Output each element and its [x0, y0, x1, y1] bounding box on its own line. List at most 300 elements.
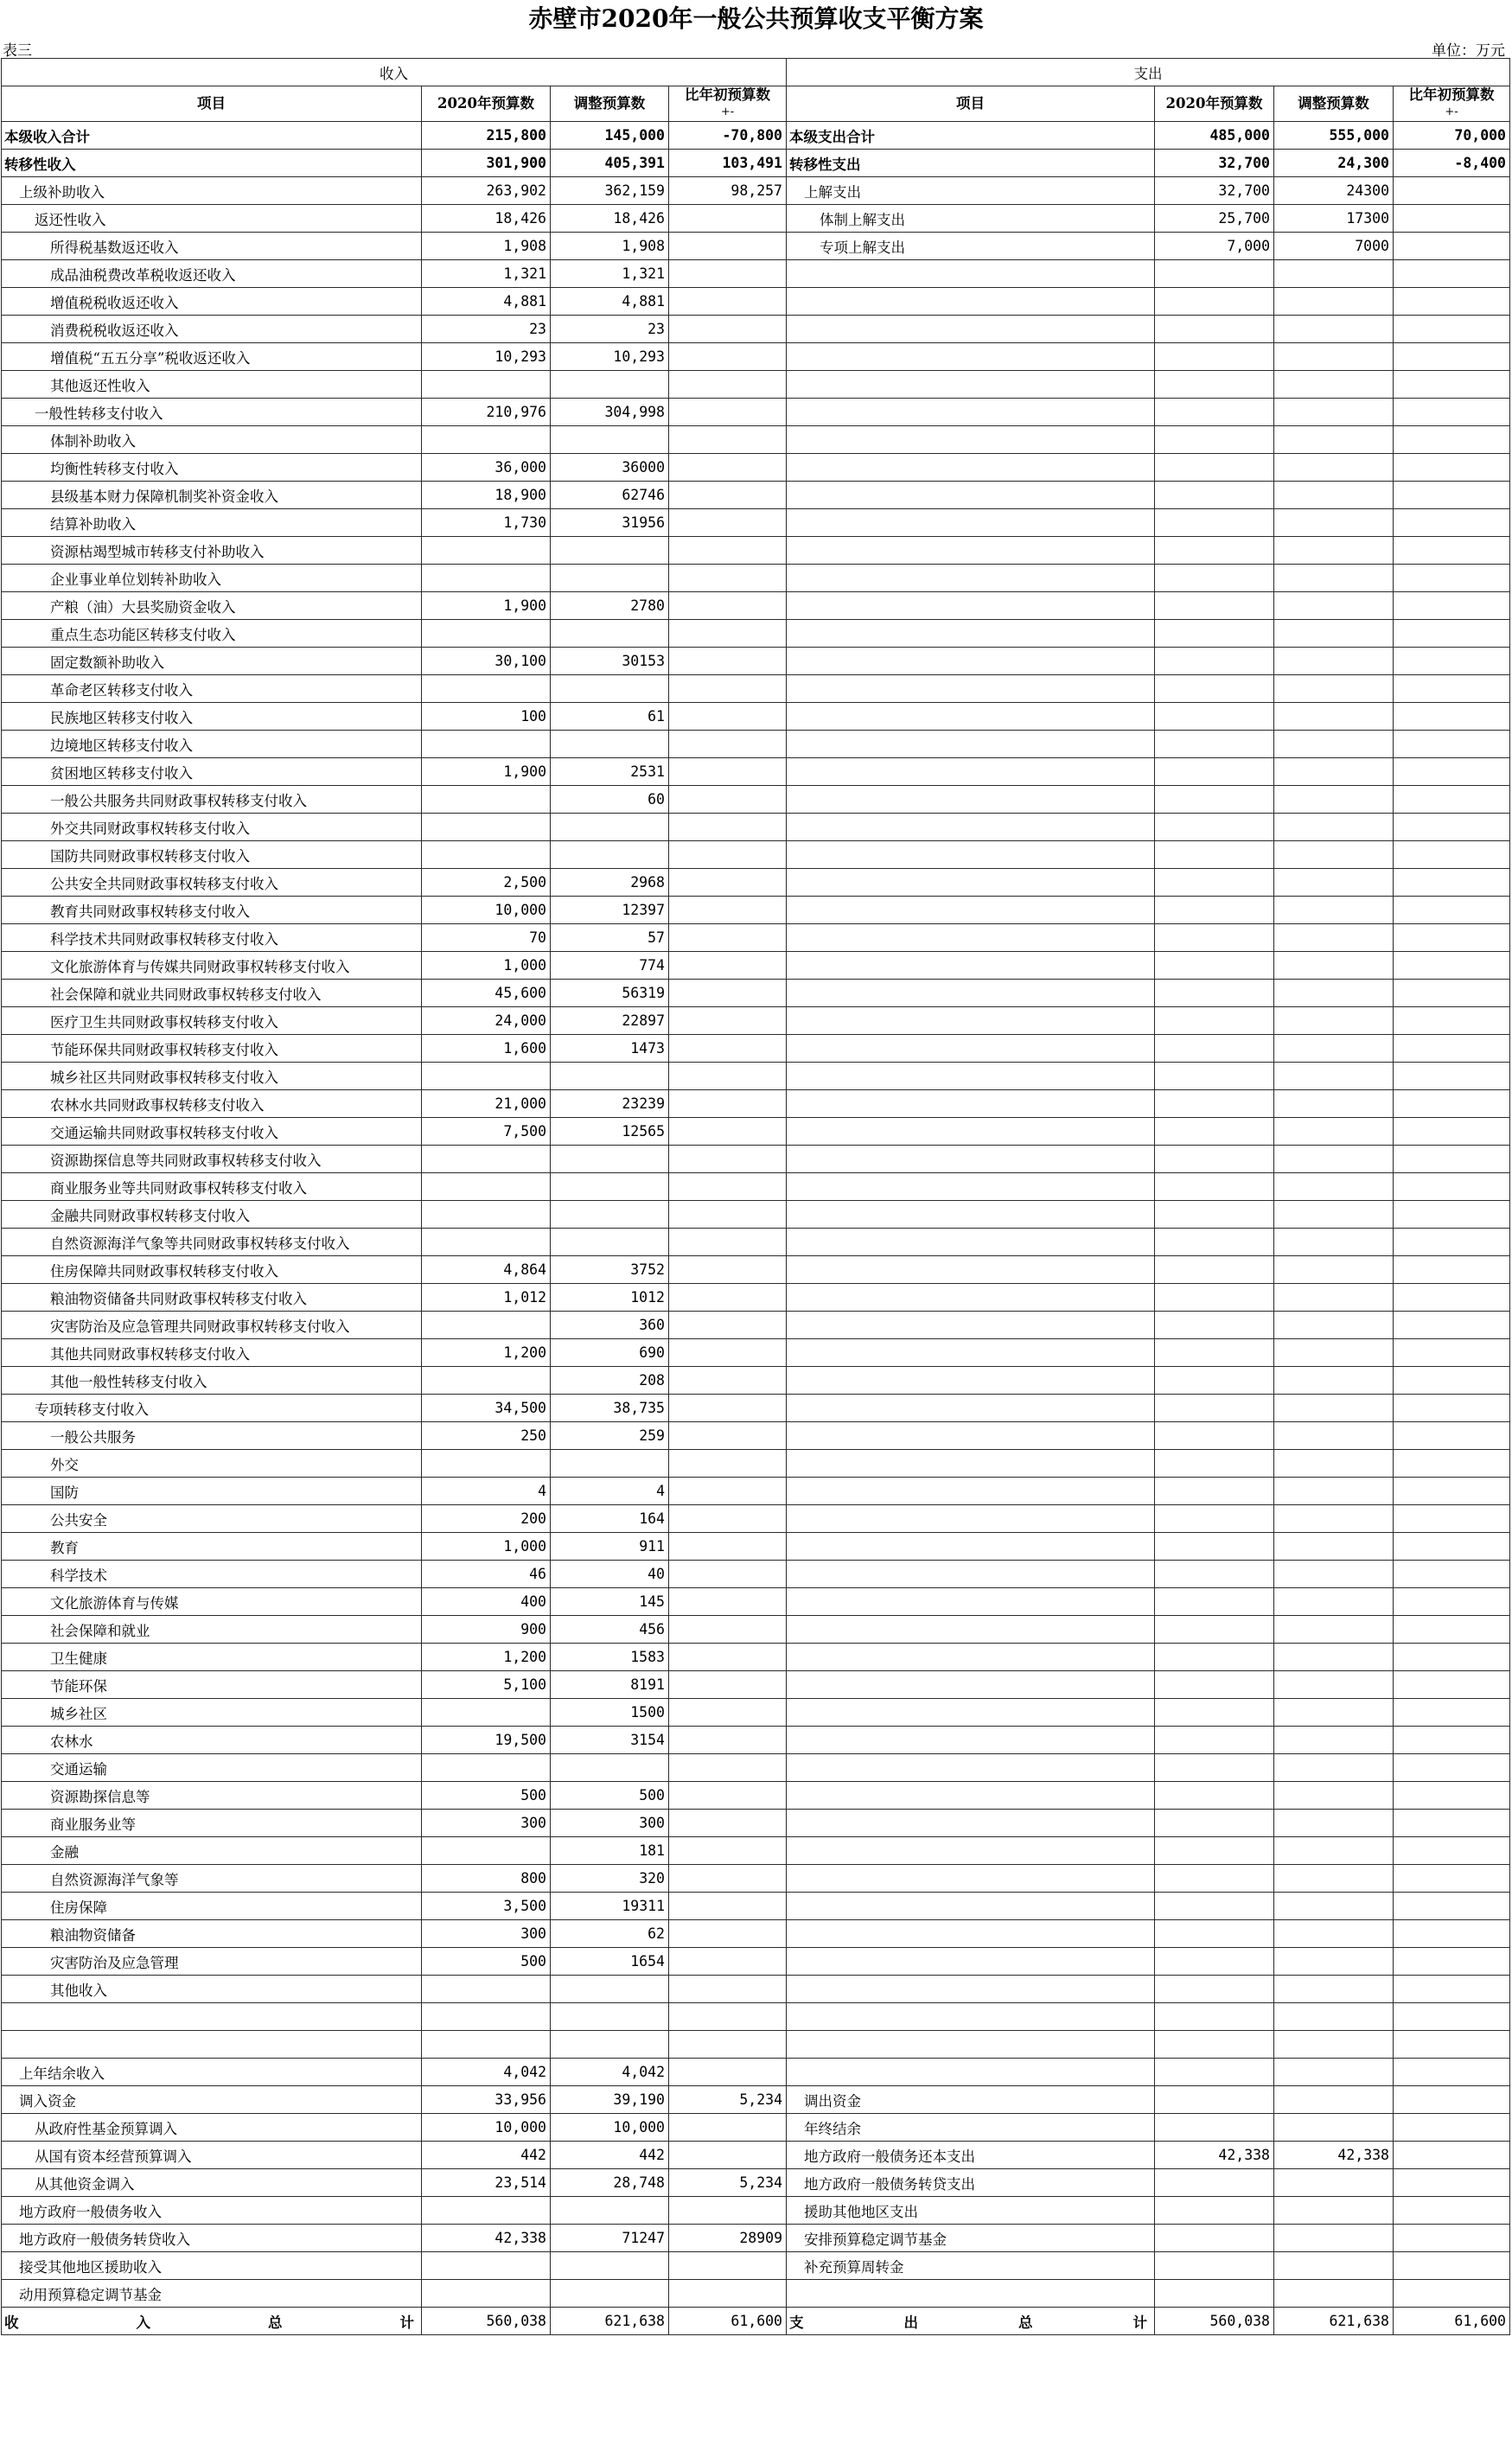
expense-value-cell: [1274, 426, 1394, 454]
expense-item-cell: [787, 1339, 1155, 1367]
income-value-cell: 23: [551, 316, 669, 343]
table-row: [2, 620, 1510, 648]
income-value-cell: 690: [551, 1339, 669, 1367]
expense-item-cell: [787, 703, 1155, 731]
income-value-cell: 18,900: [422, 482, 551, 509]
income-value-cell: [669, 1450, 787, 1478]
expense-value-cell: [1394, 509, 1510, 537]
table-row: [2, 1007, 1510, 1035]
income-value-cell: [669, 1035, 787, 1063]
income-value-cell: [551, 565, 669, 592]
income-value-cell: [669, 1699, 787, 1727]
income-value-cell: [422, 1837, 551, 1865]
income-value-cell: 40: [551, 1561, 669, 1588]
income-diff-header-sign: +-: [720, 105, 735, 118]
expense-value-cell: [1155, 2169, 1274, 2197]
expense-value-cell: [1155, 1616, 1274, 1644]
expense-item-cell: [787, 1616, 1155, 1644]
income-value-cell: 300: [422, 1920, 551, 1948]
income-value-cell: [669, 1063, 787, 1090]
expense-item-cell: [787, 1505, 1155, 1533]
expense-item-cell: [787, 758, 1155, 786]
expense-value-cell: [1394, 980, 1510, 1007]
income-value-cell: 12565: [551, 1118, 669, 1146]
income-value-cell: 62: [551, 1920, 669, 1948]
expense-value-cell: [1394, 1395, 1510, 1422]
income-value-cell: [669, 1976, 787, 2003]
expense-value-cell: [1394, 1616, 1510, 1644]
income-value-cell: [551, 2031, 669, 2059]
income-value-cell: [669, 509, 787, 537]
expense-value-cell: [1274, 2280, 1394, 2308]
expense-value-cell: [1274, 1201, 1394, 1229]
income-value-cell: 42,338: [422, 2225, 551, 2252]
expense-value-cell: [1155, 1671, 1274, 1699]
expense-value-cell: [1274, 2169, 1394, 2197]
income-value-cell: 181: [551, 1837, 669, 1865]
expense-total-value: 61,600: [1394, 2308, 1510, 2335]
expense-item-cell: [787, 786, 1155, 814]
income-value-cell: 34,500: [422, 1395, 551, 1422]
expense-item-cell: [787, 1450, 1155, 1478]
expense-value-cell: [1394, 2280, 1510, 2308]
expense-value-cell: [1274, 1920, 1394, 1948]
expense-value-cell: [1274, 869, 1394, 897]
expense-item-cell: [787, 1976, 1155, 2003]
income-value-cell: [422, 1976, 551, 2003]
income-value-cell: 3752: [551, 1256, 669, 1284]
expense-item-cell: [787, 814, 1155, 841]
income-value-cell: [422, 1754, 551, 1782]
income-section-label: 收入: [2, 59, 787, 86]
expense-value-cell: [1394, 897, 1510, 924]
expense-value-cell: [1274, 371, 1394, 399]
expense-value-cell: [1155, 841, 1274, 869]
expense-value-cell: [1155, 1090, 1274, 1118]
income-value-cell: 300: [422, 1810, 551, 1837]
table-row: [2, 952, 1510, 980]
expense-item-cell: [787, 1312, 1155, 1339]
expense-value-cell: [1155, 1450, 1274, 1478]
income-value-cell: [551, 1450, 669, 1478]
income-value-cell: [551, 731, 669, 758]
expense-item-cell: 援助其他地区支出: [787, 2197, 1155, 2225]
income-value-cell: 1,000: [422, 952, 551, 980]
expense-item-cell: [787, 565, 1155, 592]
income-value-cell: [422, 371, 551, 399]
income-item-cell: 农林水共同财政事权转移支付收入: [2, 1090, 422, 1118]
income-item-cell: 消费税税收返还收入: [2, 316, 422, 343]
income-value-cell: 1,200: [422, 1339, 551, 1367]
income-value-cell: [422, 814, 551, 841]
expense-value-cell: [1155, 2252, 1274, 2280]
expense-section-label: 支出: [787, 59, 1510, 86]
expense-value-cell: [1155, 565, 1274, 592]
expense-value-cell: [1394, 1810, 1510, 1837]
expense-item-cell: 体制上解支出: [787, 205, 1155, 233]
expense-value-cell: [1274, 924, 1394, 952]
expense-value-cell: 70,000: [1394, 122, 1510, 150]
income-item-cell: 资源勘探信息等: [2, 1782, 422, 1810]
income-value-cell: 500: [422, 1948, 551, 1976]
expense-value-cell: [1155, 731, 1274, 758]
expense-item-cell: [787, 454, 1155, 482]
expense-value-cell: [1274, 1312, 1394, 1339]
expense-value-cell: [1394, 924, 1510, 952]
expense-item-cell: 地方政府一般债务还本支出: [787, 2142, 1155, 2169]
expense-value-cell: [1155, 537, 1274, 565]
income-item-cell: [2, 2003, 422, 2031]
income-item-cell: 资源枯竭型城市转移支付补助收入: [2, 537, 422, 565]
income-value-cell: 4,864: [422, 1256, 551, 1284]
expense-item-cell: [787, 1256, 1155, 1284]
expense-value-cell: [1274, 1395, 1394, 1422]
expense-value-cell: [1394, 2086, 1510, 2114]
expense-total-char: 支: [789, 2314, 804, 2331]
income-value-cell: 1,900: [422, 592, 551, 620]
expense-value-cell: [1155, 675, 1274, 703]
expense-value-cell: [1394, 1312, 1510, 1339]
expense-value-cell: [1155, 2197, 1274, 2225]
table-row: [2, 1561, 1510, 1588]
table-row: [2, 260, 1510, 288]
expense-value-cell: [1274, 1367, 1394, 1395]
income-value-cell: [669, 648, 787, 675]
table-row: [2, 2142, 1510, 2169]
expense-item-cell: [787, 426, 1155, 454]
income-value-cell: [422, 1063, 551, 1090]
expense-value-cell: 42,338: [1155, 2142, 1274, 2169]
expense-value-cell: [1274, 620, 1394, 648]
income-value-cell: 2968: [551, 869, 669, 897]
table-row: [2, 122, 1510, 150]
expense-value-cell: [1274, 565, 1394, 592]
expense-value-cell: 7000: [1274, 233, 1394, 260]
income-item-cell: 农林水: [2, 1727, 422, 1754]
expense-value-cell: [1394, 1644, 1510, 1671]
income-value-cell: [669, 1561, 787, 1588]
income-value-cell: [551, 675, 669, 703]
expense-value-cell: [1274, 316, 1394, 343]
expense-value-cell: [1394, 1671, 1510, 1699]
expense-value-cell: [1274, 260, 1394, 288]
income-value-cell: 200: [422, 1505, 551, 1533]
expense-item-cell: [787, 648, 1155, 675]
expense-value-cell: [1394, 1007, 1510, 1035]
expense-value-cell: [1274, 288, 1394, 316]
income-value-cell: [669, 1505, 787, 1533]
expense-value-cell: [1274, 1837, 1394, 1865]
expense-value-cell: [1155, 1588, 1274, 1616]
expense-value-cell: [1155, 1201, 1274, 1229]
expense-item-cell: [787, 2031, 1155, 2059]
table-row: [2, 565, 1510, 592]
expense-item-cell: 安排预算稳定调节基金: [787, 2225, 1155, 2252]
table-row: [2, 1118, 1510, 1146]
income-value-cell: [669, 482, 787, 509]
expense-value-cell: [1394, 2114, 1510, 2142]
table-row: [2, 1782, 1510, 1810]
expense-value-cell: [1155, 1976, 1274, 2003]
expense-value-cell: [1274, 1865, 1394, 1893]
income-value-cell: 28,748: [551, 2169, 669, 2197]
income-value-cell: [669, 565, 787, 592]
income-total-char: 计: [399, 2314, 414, 2331]
expense-value-cell: [1274, 1810, 1394, 1837]
table-row: [2, 1893, 1510, 1920]
expense-value-cell: [1394, 288, 1510, 316]
income-value-cell: [422, 1699, 551, 1727]
expense-value-cell: [1394, 2225, 1510, 2252]
expense-value-cell: [1394, 1256, 1510, 1284]
expense-value-cell: [1274, 399, 1394, 426]
expense-value-cell: [1394, 648, 1510, 675]
expense-value-cell: [1155, 1256, 1274, 1284]
expense-value-cell: [1274, 814, 1394, 841]
income-value-cell: 10,000: [551, 2114, 669, 2142]
table-row: [2, 1865, 1510, 1893]
expense-value-cell: [1274, 2086, 1394, 2114]
income-value-cell: [669, 371, 787, 399]
expense-value-cell: [1394, 1173, 1510, 1201]
income-value-cell: [669, 1727, 787, 1754]
expense-value-cell: [1155, 1810, 1274, 1837]
expense-value-cell: [1394, 841, 1510, 869]
expense-item-cell: 年终结余: [787, 2114, 1155, 2142]
expense-value-cell: [1274, 1007, 1394, 1035]
income-item-cell: 调入资金: [2, 2086, 422, 2114]
expense-value-cell: [1394, 426, 1510, 454]
income-value-cell: [669, 1671, 787, 1699]
income-value-cell: 1473: [551, 1035, 669, 1063]
income-item-cell: 灾害防治及应急管理共同财政事权转移支付收入: [2, 1312, 422, 1339]
table-row: [2, 371, 1510, 399]
income-value-cell: [551, 426, 669, 454]
expense-item-cell: [787, 1229, 1155, 1256]
income-item-cell: 金融共同财政事权转移支付收入: [2, 1201, 422, 1229]
expense-value-cell: [1394, 343, 1510, 371]
income-value-cell: 1,908: [551, 233, 669, 260]
expense-value-cell: [1274, 2252, 1394, 2280]
expense-item-cell: 转移性支出: [787, 150, 1155, 177]
expense-value-cell: [1394, 620, 1510, 648]
income-value-cell: [669, 703, 787, 731]
income-value-cell: 3154: [551, 1727, 669, 1754]
income-value-cell: 2,500: [422, 869, 551, 897]
table-row: [2, 537, 1510, 565]
expense-value-cell: [1155, 1699, 1274, 1727]
income-value-cell: 900: [422, 1616, 551, 1644]
expense-value-cell: [1155, 316, 1274, 343]
income-value-cell: 22897: [551, 1007, 669, 1035]
expense-value-cell: [1155, 1173, 1274, 1201]
income-value-cell: 10,000: [422, 897, 551, 924]
expense-value-cell: [1394, 814, 1510, 841]
income-item-cell: 动用预算稳定调节基金: [2, 2280, 422, 2308]
expense-value-cell: [1274, 1063, 1394, 1090]
expense-value-cell: [1155, 1533, 1274, 1561]
income-value-cell: [422, 620, 551, 648]
table-row: [2, 1671, 1510, 1699]
expense-item-cell: [787, 1090, 1155, 1118]
income-value-cell: 210,976: [422, 399, 551, 426]
income-value-cell: 30153: [551, 648, 669, 675]
expense-value-cell: [1274, 1644, 1394, 1671]
expense-item-cell: [787, 1533, 1155, 1561]
income-value-cell: [422, 1367, 551, 1395]
expense-item-cell: [787, 1699, 1155, 1727]
income-item-cell: 体制补助收入: [2, 426, 422, 454]
expense-value-cell: [1274, 731, 1394, 758]
expense-value-cell: [1155, 592, 1274, 620]
income-item-cell: 文化旅游体育与传媒: [2, 1588, 422, 1616]
expense-item-cell: [787, 343, 1155, 371]
expense-value-cell: [1274, 1284, 1394, 1312]
income-item-cell: 灾害防治及应急管理: [2, 1948, 422, 1976]
income-value-cell: 164: [551, 1505, 669, 1533]
income-value-cell: 301,900: [422, 150, 551, 177]
income-value-cell: [669, 316, 787, 343]
expense-value-cell: [1274, 1616, 1394, 1644]
income-value-cell: 362,159: [551, 177, 669, 205]
table-row: [2, 1976, 1510, 2003]
budget-table: [1, 58, 1510, 2335]
expense-value-cell: [1155, 1007, 1274, 1035]
expense-total-value: 560,038: [1155, 2308, 1274, 2335]
table-row: [2, 426, 1510, 454]
section-header-row: [2, 59, 1510, 86]
expense-value-cell: [1394, 565, 1510, 592]
income-item-cell: 其他收入: [2, 1976, 422, 2003]
expense-item-cell: [787, 1395, 1155, 1422]
expense-item-cell: [787, 509, 1155, 537]
expense-value-cell: [1274, 1173, 1394, 1201]
table-row: [2, 731, 1510, 758]
income-value-cell: 10,000: [422, 2114, 551, 2142]
income-item-cell: 贫困地区转移支付收入: [2, 758, 422, 786]
expense-value-cell: [1394, 758, 1510, 786]
expense-value-cell: [1155, 786, 1274, 814]
expense-value-cell: [1394, 731, 1510, 758]
income-item-cell: 社会保障和就业共同财政事权转移支付收入: [2, 980, 422, 1007]
expense-value-cell: [1394, 1146, 1510, 1173]
income-value-cell: [422, 2197, 551, 2225]
income-value-cell: 405,391: [551, 150, 669, 177]
table-row: [2, 1533, 1510, 1561]
income-item-cell: 自然资源海洋气象等: [2, 1865, 422, 1893]
table-row: [2, 897, 1510, 924]
table-row: [2, 316, 1510, 343]
table-row: [2, 2003, 1510, 2031]
expense-value-cell: [1274, 786, 1394, 814]
income-value-cell: [669, 1229, 787, 1256]
expense-item-cell: [787, 1754, 1155, 1782]
table-row: [2, 1644, 1510, 1671]
income-value-cell: 263,902: [422, 177, 551, 205]
income-value-cell: [669, 897, 787, 924]
expense-item-cell: [787, 260, 1155, 288]
income-value-cell: [669, 869, 787, 897]
income-value-cell: 500: [551, 1782, 669, 1810]
income-value-cell: [422, 786, 551, 814]
expense-value-cell: [1394, 2059, 1510, 2086]
expense-item-cell: [787, 537, 1155, 565]
income-item-cell: 地方政府一般债务转贷收入: [2, 2225, 422, 2252]
expense-value-cell: [1155, 1837, 1274, 1865]
income-total-char: 总: [268, 2314, 283, 2331]
expense-item-cell: [787, 1118, 1155, 1146]
income-item-header: 项目: [2, 86, 422, 122]
expense-value-cell: [1155, 2225, 1274, 2252]
table-row: [2, 1035, 1510, 1063]
expense-value-cell: [1394, 205, 1510, 233]
expense-value-cell: [1394, 1837, 1510, 1865]
expense-value-cell: [1394, 1920, 1510, 1948]
income-value-cell: [669, 1090, 787, 1118]
income-item-cell: 专项转移支付收入: [2, 1395, 422, 1422]
expense-value-cell: -8,400: [1394, 150, 1510, 177]
income-item-cell: 教育: [2, 1533, 422, 1561]
expense-value-cell: [1394, 1090, 1510, 1118]
income-item-cell: 固定数额补助收入: [2, 648, 422, 675]
expense-item-cell: [787, 1478, 1155, 1505]
expense-value-cell: [1394, 1727, 1510, 1754]
expense-value-cell: [1274, 841, 1394, 869]
income-value-cell: 3,500: [422, 1893, 551, 1920]
expense-value-cell: [1394, 1893, 1510, 1920]
income-value-cell: 215,800: [422, 122, 551, 150]
expense-value-cell: [1274, 1782, 1394, 1810]
income-value-cell: [669, 343, 787, 371]
expense-value-cell: 25,700: [1155, 205, 1274, 233]
income-value-cell: 304,998: [551, 399, 669, 426]
expense-value-cell: [1155, 869, 1274, 897]
income-value-cell: [551, 1201, 669, 1229]
grand-total-row: [2, 2308, 1510, 2335]
expense-value-cell: [1274, 592, 1394, 620]
expense-value-cell: [1155, 1478, 1274, 1505]
expense-value-cell: [1394, 952, 1510, 980]
table-row: [2, 1837, 1510, 1865]
expense-item-cell: [787, 675, 1155, 703]
income-value-cell: [551, 371, 669, 399]
table-row: [2, 2169, 1510, 2197]
income-value-cell: 24,000: [422, 1007, 551, 1035]
expense-value-cell: [1155, 1339, 1274, 1367]
table-row: [2, 150, 1510, 177]
table-row: [2, 1948, 1510, 1976]
income-value-cell: 145,000: [551, 122, 669, 150]
expense-value-cell: [1155, 1644, 1274, 1671]
income-value-cell: -70,800: [669, 122, 787, 150]
expense-value-cell: [1394, 1533, 1510, 1561]
income-value-cell: [669, 1422, 787, 1450]
expense-item-cell: [787, 1146, 1155, 1173]
expense-item-cell: [787, 1727, 1155, 1754]
income-item-cell: 节能环保: [2, 1671, 422, 1699]
income-value-cell: 442: [551, 2142, 669, 2169]
income-value-cell: 2531: [551, 758, 669, 786]
expense-item-cell: [787, 924, 1155, 952]
page-title: 赤壁市2020年一般公共预算收支平衡方案: [528, 4, 984, 33]
income-value-cell: [551, 2280, 669, 2308]
expense-value-cell: [1394, 1035, 1510, 1063]
income-value-cell: 1012: [551, 1284, 669, 1312]
expense-adjusted-header: 调整预算数: [1274, 86, 1394, 122]
expense-item-cell: [787, 2059, 1155, 2086]
expense-value-cell: [1394, 1782, 1510, 1810]
table-row: [2, 1367, 1510, 1395]
